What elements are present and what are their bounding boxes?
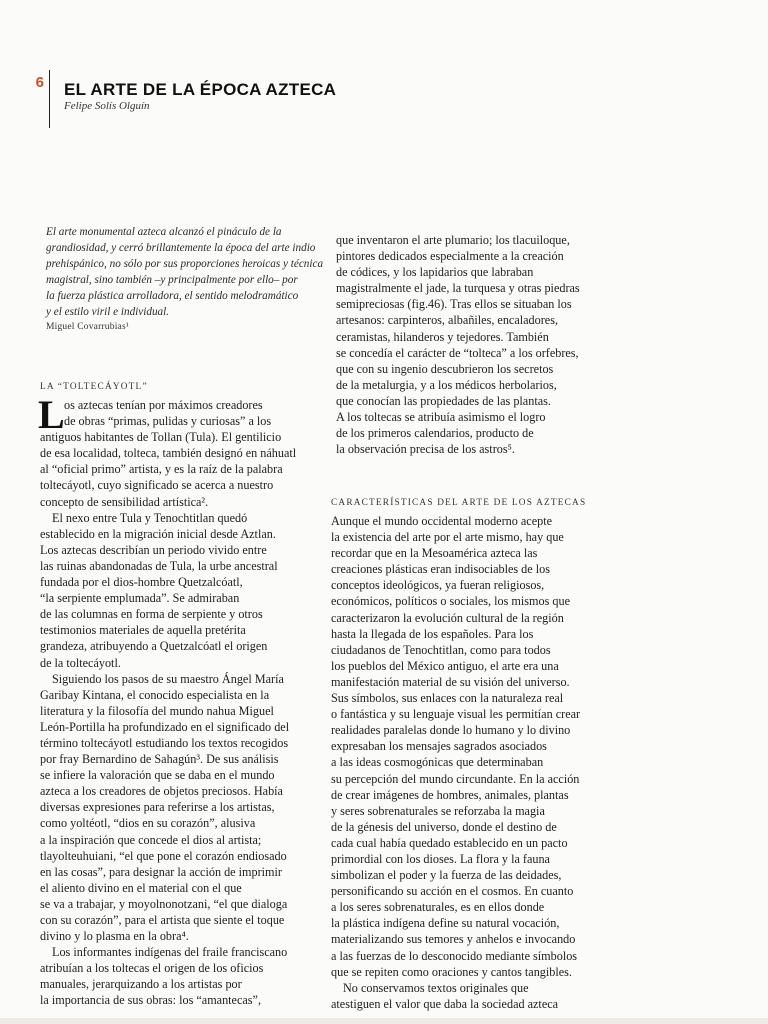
- chapter-title: EL ARTE DE LA ÉPOCA AZTECA: [64, 80, 337, 99]
- body-line: ceramistas, hilanderos y tejedores. También: [336, 329, 549, 344]
- section1-body: [38, 392, 332, 1009]
- body-line: magistralmente el jade, la turquesa y otras piedras: [336, 281, 580, 296]
- body-line: de crear imágenes de hombres, animales, plantas: [331, 787, 569, 802]
- body-line: al “oficial primo” artista, y es la raíz de la palabra: [40, 462, 283, 477]
- body-line: de códices, y los lapidarios que labraban: [336, 265, 534, 280]
- body-line: artesanos: carpinteros, albañiles, encaladores,: [336, 313, 558, 328]
- drop-cap: L: [38, 392, 65, 437]
- body-line: azteca a los creadores de objetos preciosos. Había: [40, 784, 283, 799]
- epigraph-line: El arte monumental azteca alcanzó el pináculo de la: [46, 226, 282, 238]
- body-line: cada cual había quedado establecido en un pacto: [331, 835, 568, 850]
- body-line: pintores dedicados especialmente a la creación: [336, 249, 564, 264]
- body-line: tlayolteuhuiani, “el que pone el corazón endiosado: [40, 848, 287, 863]
- epigraph-line: grandiosidad, y cerró brillantemente la época del arte indio: [46, 242, 316, 254]
- left-column: [40, 380, 332, 1009]
- epigraph-line: prehispánico, no sólo por sus proporciones heroicas y técnica: [46, 258, 324, 270]
- body-line: a los seres sobrenaturales, es en ellos donde: [331, 900, 545, 915]
- body-line: Garibay Kintana, el conocido especialista en la: [40, 687, 270, 702]
- body-line: hasta la llegada de los españoles. Para los: [331, 626, 534, 641]
- body-line: se concedía el carácter de “tolteca” a los orfebres,: [336, 345, 579, 360]
- body-line: creaciones plásticas eran indisociables de los: [331, 562, 550, 577]
- body-line: a las fuerzas de lo desconocido mediante símbolos: [331, 948, 578, 963]
- section-heading-characteristics: CARACTERÍSTICAS DEL ARTE DE LOS AZTECAS: [331, 498, 587, 508]
- body-line: toltecáyotl, cuyo significado se acerca a nuestro: [40, 478, 274, 493]
- body-line: diversas expresiones para referirse a los artistas,: [40, 800, 275, 815]
- body-line: primordial con los dioses. La flora y la fauna: [331, 851, 550, 866]
- body-line: caracterizaron la evolución cultural de la región: [331, 610, 564, 625]
- body-line: A los toltecas se atribuía asimismo el logro: [336, 410, 546, 425]
- epigraph-attribution: Miguel Covarrubias¹: [46, 322, 129, 332]
- body-line: de las columnas en forma de serpiente y otros: [40, 607, 263, 622]
- body-line: semipreciosas (fig.46). Tras ellos se situaban los: [336, 297, 572, 312]
- body-line: como yoltéotl, “dios en su corazón”, alusiva: [40, 816, 256, 831]
- body-line: que conocían las propiedades de las plantas.: [336, 393, 551, 408]
- body-line: de la metalurgia, y a los médicos herbolarios,: [336, 377, 557, 392]
- body-line: os aztecas tenían por máximos creadores: [64, 398, 263, 412]
- body-line: Sus símbolos, sus enlaces con la naturaleza real: [331, 691, 564, 706]
- body-line: la plástica indígena define su natural vocación,: [331, 916, 560, 931]
- author-byline: Felipe Solís Olguín: [64, 100, 150, 112]
- body-line: personificando su acción en el cosmos. En cuanto: [331, 884, 574, 899]
- epigraph: [46, 224, 324, 332]
- body-line: Los informantes indígenas del fraile franciscano: [52, 945, 288, 960]
- body-line: en las cosas”, para designar la acción de imprimir: [40, 864, 282, 879]
- body-line: de esa localidad, tolteca, también designó en náhuatl: [40, 446, 297, 461]
- body-line: de la toltecáyotl.: [40, 655, 121, 670]
- body-line: antiguos habitantes de Tollan (Tula). El gentilicio: [40, 430, 282, 445]
- body-line: establecido en la migración inicial desde Aztlan.: [40, 526, 276, 541]
- body-line: “la serpiente emplumada”. Se admiraban: [40, 591, 240, 606]
- body-line: realidades paralelas donde lo humano y lo divino: [331, 723, 571, 738]
- body-line: atestiguen el valor que daba la sociedad azteca: [331, 996, 559, 1011]
- body-line: El nexo entre Tula y Tenochtitlan quedó: [52, 510, 248, 525]
- body-line: término toltecáyotl estudiando los textos recogidos: [40, 735, 289, 750]
- body-line: las ruinas abandonadas de Tula, la urbe ancestral: [40, 558, 278, 573]
- body-line: que con su ingenio descubrieron los secretos: [336, 361, 554, 376]
- body-line: grandeza, atribuyendo a Quetzalcóatl el origen: [40, 639, 268, 654]
- body-line: recordar que en la Mesoamérica azteca las: [331, 546, 538, 561]
- body-line: con su corazón”, para el artista que siente el toque: [40, 913, 285, 927]
- body-line: y seres sobrenaturales se reforzaba la magia: [331, 803, 545, 818]
- page-bottom-edge: [0, 1018, 768, 1024]
- body-line: a la inspiración que concede el dios al artista;: [40, 832, 262, 847]
- body-line: Aunque el mundo occidental moderno acepte: [331, 514, 552, 528]
- body-line: su percepción del mundo circundante. En la acción: [331, 771, 580, 786]
- epigraph-line: magistral, sino también –y principalmente por ello– por: [46, 274, 298, 286]
- body-line: ciudadanos de Tenochtitlan, como para todos: [331, 642, 551, 657]
- body-line: concepto de sensibilidad artística².: [40, 494, 209, 509]
- right-column-characteristics: [331, 496, 599, 1012]
- body-line: manuales, jerarquizando a los artistas por: [40, 977, 242, 992]
- body-line: o fantástica y su lenguaje visual les permitían crear: [331, 707, 581, 722]
- body-line: de la génesis del universo, donde el destino de: [331, 819, 557, 834]
- right-column-continuation: [336, 232, 598, 457]
- body-line: se infiere la valoración que se daba en el mundo: [40, 768, 275, 783]
- body-line: que inventaron el arte plumario; los tlacuiloque,: [336, 233, 570, 247]
- body-line: atribuían a los toltecas el origen de los oficios: [40, 961, 264, 976]
- body-line: la existencia del arte por el arte mismo, hay que: [331, 530, 564, 545]
- body-line: de los primeros calendarios, producto de: [336, 426, 534, 441]
- page-number: 6: [35, 74, 44, 91]
- body-line: expresaban los mensajes sagrados asociados: [331, 739, 547, 754]
- body-line: León-Portilla ha profundizado en el significado del: [40, 719, 290, 734]
- body-line: simbolizan el poder y la fuerza de las deidades,: [331, 868, 562, 883]
- body-line: divino y lo plasma en la obra⁴.: [40, 929, 189, 944]
- body-line: fundada por el dios-hombre Quetzalcóatl,: [40, 575, 243, 590]
- body-line: por fray Bernardino de Sahagún³. De sus análisis: [40, 752, 279, 767]
- body-line: testimonios materiales de aquella pretérita: [40, 623, 246, 638]
- body-line: manifestación material de su visión del universo.: [331, 674, 570, 689]
- body-line: los pueblos del México antiguo, el arte era una: [331, 658, 559, 673]
- epigraph-line: la fuerza plástica arrolladora, el sentido melodramático: [46, 290, 299, 302]
- body-line: No conservamos textos originales que: [343, 980, 529, 995]
- body-line: literatura y la filosofía del mundo nahua Miguel: [40, 703, 274, 718]
- body-line: la observación precisa de los astros⁵.: [336, 442, 515, 457]
- body-line: Los aztecas describían un periodo vivido entre: [40, 542, 267, 557]
- epigraph-line: y el estilo viril e individual.: [46, 306, 170, 318]
- body-line: conceptos ideológicos, ya fueran religiosos,: [331, 578, 545, 593]
- body-line: la importancia de sus obras: los “amantecas”,: [40, 993, 261, 1008]
- body-line: que se repiten como oraciones y cantos tangibles.: [331, 964, 572, 979]
- body-line: de obras “primas, pulidas y curiosas” a los: [64, 414, 272, 429]
- body-line: se va a trabajar, y moyolnonotzani, “el que dialoga: [40, 896, 288, 911]
- body-line: el aliento divino en el material con el que: [40, 880, 242, 895]
- header-divider: [49, 70, 50, 128]
- body-line: materializando sus temores y anhelos e invocando: [331, 932, 576, 947]
- body-line: Siguiendo los pasos de su maestro Ángel María: [52, 671, 284, 686]
- body-line: a las ideas cosmogónicas que determinaban: [331, 755, 544, 770]
- body-line: económicos, políticos o sociales, los mismos que: [331, 594, 570, 609]
- section-heading-toltecayotl: LA “TOLTECÁYOTL”: [40, 382, 148, 392]
